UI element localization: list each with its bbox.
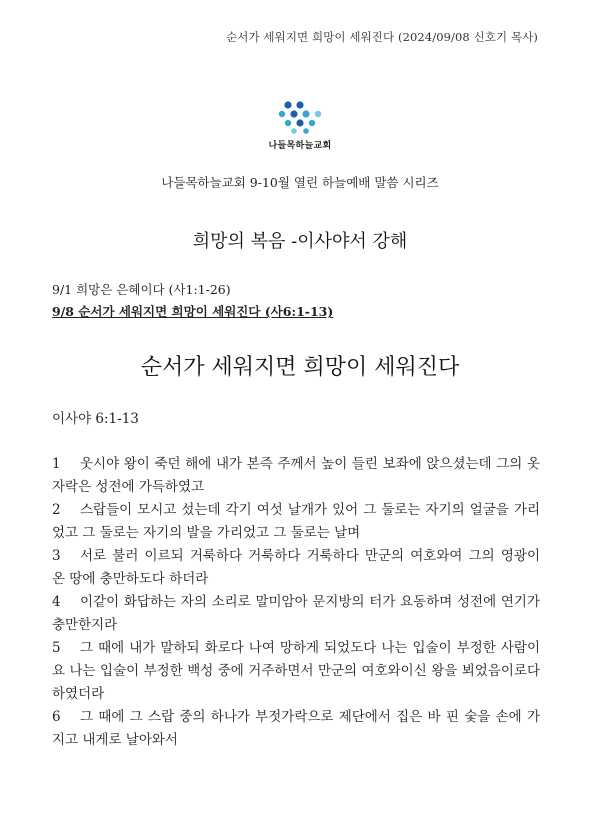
verse-text: 서로 불러 이르되 거룩하다 거룩하다 거룩하다 만군의 여호와여 그의 영광이 온 땅에 충만하도다 하더라 <box>52 548 540 587</box>
verse <box>52 591 540 637</box>
verse-number: 1 <box>52 456 61 472</box>
verse-number: 2 <box>52 502 61 518</box>
sermon-schedule <box>52 279 333 323</box>
schedule-item: 9/1 희망은 은혜이다 (사1:1-26) <box>52 282 231 297</box>
verse <box>52 545 540 591</box>
series-title: 나들목하늘교회 9-10월 열린 하늘예배 말씀 시리즈 <box>161 175 439 190</box>
series-main-title: 희망의 복음 -이사야서 강해 <box>192 231 408 252</box>
verse <box>52 706 540 752</box>
verse-number: 5 <box>52 640 61 656</box>
verse-number: 4 <box>52 594 61 610</box>
verse-text: 그 때에 그 스랍 중의 하나가 부젓가락으로 제단에서 집은 바 핀 숯을 손에 가지고 내게로 날아와서 <box>52 709 540 748</box>
scripture-reference: 이사야 6:1-13 <box>52 411 139 427</box>
verse-text: 그 때에 내가 말하되 화로다 나여 망하게 되었도다 나는 입술이 부정한 사람이요 나는 입술이 부정한 백성 중에 거주하면서 만군의 여호와이신 왕을 뵈었음이로다 하였더라 <box>52 640 540 702</box>
schedule-item-current: 9/8 순서가 세워지면 희망이 세워진다 (사6:1-13) <box>52 304 334 319</box>
verse-number: 3 <box>52 548 61 564</box>
running-header: 순서가 세워지면 희망이 세워진다 (2024/09/08 신호기 목사) <box>226 30 538 44</box>
scripture-passage <box>52 453 540 752</box>
verse <box>52 499 540 545</box>
verse-text: 스랍들이 모시고 섰는데 각기 여섯 날개가 있어 그 둘로는 자기의 얼굴을 가리었고 그 둘로는 자기의 발을 가리었고 그 둘로는 날며 <box>52 502 540 541</box>
verse-text: 이같이 화답하는 자의 소리로 말미암아 문지방의 터가 요동하며 성전에 연기가 충만한지라 <box>52 594 540 633</box>
church-logo <box>0 100 600 151</box>
verse-number: 6 <box>52 709 61 725</box>
verse <box>52 637 540 706</box>
verse <box>52 453 540 499</box>
verse-text: 웃시야 왕이 죽던 해에 내가 본즉 주께서 높이 들린 보좌에 앉으셨는데 그의 옷자락은 성전에 가득하였고 <box>52 456 540 495</box>
church-logo-text: 나들목하늘교회 <box>268 141 332 151</box>
sermon-title: 순서가 세워지면 희망이 세워진다 <box>140 355 460 380</box>
church-logo-mark-icon <box>274 100 326 134</box>
